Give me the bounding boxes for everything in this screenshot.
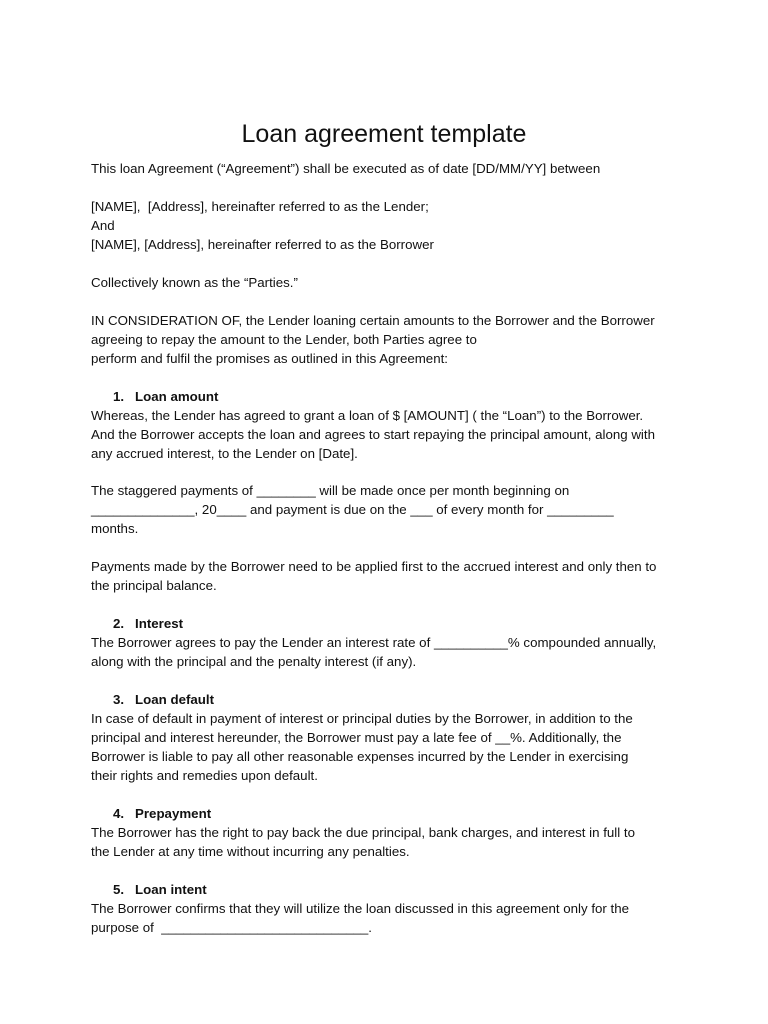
- parties-paragraph: [91, 197, 691, 254]
- consideration-paragraph: [91, 311, 691, 368]
- section-line: principal and interest hereunder, the Borrower must pay a late fee of __%. Additionally, the: [91, 730, 622, 746]
- section-heading: [91, 690, 691, 709]
- section-number: 1.: [113, 388, 125, 404]
- section-title: Loan default: [135, 692, 215, 708]
- section-loan-default: [91, 690, 691, 785]
- section-title: Interest: [135, 616, 184, 632]
- section-line: along with the principal and the penalty interest (if any).: [91, 654, 417, 670]
- section-number: 2.: [113, 616, 125, 632]
- section-line: The Borrower agrees to pay the Lender an interest rate of __________% compounded annually,: [91, 635, 657, 651]
- section-paragraph: [91, 481, 691, 538]
- section-line: The Borrower has the right to pay back the due principal, bank charges, and interest in full to: [91, 825, 636, 841]
- section-line: the Lender at any time without incurring any penalties.: [91, 844, 410, 860]
- section-paragraph: [91, 406, 691, 463]
- section-paragraph: [91, 709, 691, 785]
- document-body: [91, 159, 691, 937]
- section-paragraph: [91, 899, 691, 937]
- section-title: Loan amount: [135, 388, 219, 404]
- intro-paragraph: [91, 159, 691, 178]
- parties-line-borrower: [NAME], [Address], hereinafter referred to as the Borrower: [91, 236, 434, 252]
- section-line: The Borrower confirms that they will utilize the loan discussed in this agreement only for the: [91, 900, 630, 916]
- section-interest: [91, 614, 691, 671]
- section-heading: [91, 614, 691, 633]
- consideration-line: perform and fulfil the promises as outlined in this Agreement:: [91, 350, 448, 366]
- section-prepayment: [91, 804, 691, 861]
- section-line: ______________, 20____ and payment is due on the ___ of every month for _________: [91, 502, 614, 518]
- section-line: the principal balance.: [91, 578, 217, 594]
- section-heading: [91, 804, 691, 823]
- collective-line: Collectively known as the “Parties.”: [91, 274, 298, 290]
- section-line: Payments made by the Borrower need to be applied first to the accrued interest and only then to: [91, 559, 657, 575]
- section-loan-amount: [91, 387, 691, 596]
- consideration-line: IN CONSIDERATION OF, the Lender loaning certain amounts to the Borrower and the Borrower: [91, 312, 655, 328]
- parties-line-and: And: [91, 217, 115, 233]
- section-line: In case of default in payment of interest or principal duties by the Borrower, in addition to the: [91, 711, 633, 727]
- section-line: months.: [91, 521, 139, 537]
- section-line: purpose of ____________________________.: [91, 919, 372, 935]
- section-line: their rights and remedies upon default.: [91, 768, 318, 784]
- section-loan-intent: [91, 880, 691, 937]
- section-line: any accrued interest, to the Lender on [Date].: [91, 445, 358, 461]
- section-paragraph: [91, 823, 691, 861]
- section-title: Prepayment: [135, 806, 212, 822]
- section-paragraph: [91, 633, 691, 671]
- document-title: Loan agreement template: [241, 120, 527, 148]
- collective-paragraph: [91, 273, 691, 292]
- section-line: Borrower is liable to pay all other reasonable expenses incurred by the Lender in exercising: [91, 749, 629, 765]
- section-paragraph: [91, 557, 691, 595]
- section-line: Whereas, the Lender has agreed to grant a loan of $ [AMOUNT] ( the “Loan”) to the Borrower.: [91, 407, 644, 423]
- section-line: The staggered payments of ________ will be made once per month beginning on: [91, 483, 570, 499]
- intro-line: This loan Agreement (“Agreement”) shall be executed as of date [DD/MM/YY] between: [91, 161, 601, 176]
- section-heading: [91, 880, 691, 899]
- section-title: Loan intent: [135, 881, 207, 897]
- section-number: 3.: [113, 692, 125, 708]
- consideration-line: agreeing to repay the amount to the Lender, both Parties agree to: [91, 331, 477, 347]
- section-number: 5.: [113, 881, 125, 897]
- section-heading: [91, 387, 691, 406]
- section-number: 4.: [113, 806, 125, 822]
- parties-line-lender: [NAME], [Address], hereinafter referred to as the Lender;: [91, 198, 429, 214]
- section-line: And the Borrower accepts the loan and agrees to start repaying the principal amount, along with: [91, 426, 655, 442]
